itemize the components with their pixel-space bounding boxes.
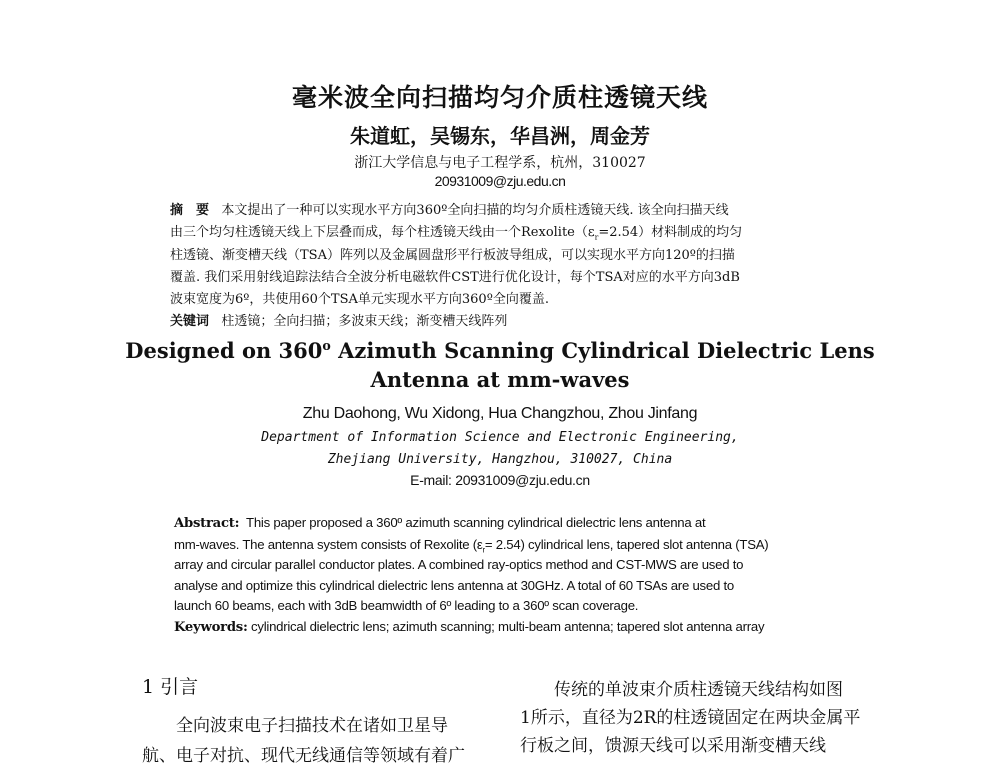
cn-abstract-line: 覆盖. 我们采用射线追踪法结合全波分析电磁软件CST进行优化设计，每个TSA对应的水平方向3dB bbox=[170, 269, 740, 285]
cn-abstract-line bbox=[170, 200, 830, 222]
en-abstract-line: launch 60 beams, each with 3dB beamwidth of 6º leading to a 360º scan coverage. bbox=[174, 598, 639, 613]
cn-abstract-line: 波束宽度为6º，共使用60个TSA单元实现水平方向360º全向覆盖. bbox=[170, 292, 549, 308]
en-affiliation-line: Zhejiang University, Hangzhou, 310027, China bbox=[327, 452, 673, 467]
en-abstract-text: This paper proposed a 360º azimuth scanning cylindrical dielectric lens antenna at bbox=[246, 515, 706, 530]
body-left-line: 全向波束电子扫描技术在诸如卫星导 bbox=[176, 716, 448, 736]
cn-abstract-line: 柱透镜、渐变槽天线（TSA）阵列以及金属圆盘形平行板波导组成，可以实现水平方向120º的扫描 bbox=[170, 247, 735, 263]
en-abstract-label: Abstract: bbox=[174, 516, 240, 531]
cn-keywords bbox=[170, 311, 830, 333]
en-abstract-line: array and circular parallel conductor plates. A combined ray-optics method and CST-MWS are used to bbox=[174, 557, 744, 572]
body-right-text: 传统的单波束介质柱透镜天线结构如图 bbox=[554, 680, 843, 700]
en-abstract-text: mm-waves. The antenna system consists of Rexolite (ε bbox=[174, 536, 483, 552]
cn-abstract-text: 由三个均匀柱透镜天线上下层叠而成，每个柱透镜天线由一个Rexolite（ε bbox=[170, 225, 595, 241]
section-heading-introduction: 1 引言 bbox=[142, 676, 199, 698]
cn-email: 20931009@zju.edu.cn bbox=[434, 173, 566, 189]
cn-abstract-text: 本文提出了一种可以实现水平方向360º全向扫描的均匀介质柱透镜天线. 该全向扫描天线 bbox=[221, 203, 729, 218]
body-left-line: 航、电子对抗、现代无线通信等领域有着广 bbox=[142, 746, 465, 766]
en-title-degree: o bbox=[322, 338, 331, 353]
cn-keywords-label: 关键词 bbox=[170, 314, 210, 330]
cn-paper-title: 毫米波全向扫描均匀介质柱透镜天线 bbox=[291, 83, 708, 112]
body-right-column bbox=[520, 676, 865, 760]
en-title-text: Azimuth Scanning Cylindrical Dielectric Lens bbox=[330, 338, 875, 363]
en-paper-title bbox=[0, 336, 1000, 394]
en-keywords bbox=[174, 617, 830, 639]
body-right-line: 1所示，直径为2R的柱透镜固定在两块金属平 bbox=[520, 708, 861, 728]
cn-abstract bbox=[170, 200, 830, 334]
en-email: E-mail: 20931009@zju.edu.cn bbox=[410, 472, 590, 488]
en-title-line: Antenna at mm-waves bbox=[370, 367, 630, 392]
en-abstract-line: analyse and optimize this cylindrical dielectric lens antenna at 30GHz. A total of 60 TSAs are used to bbox=[174, 577, 734, 593]
en-abstract-line bbox=[174, 535, 830, 556]
en-authors: Zhu Daohong, Wu Xidong, Hua Changzhou, Zhou Jinfang bbox=[302, 405, 698, 422]
en-title-text: Designed on 360 bbox=[125, 338, 323, 363]
body-right-line: 行板之间，馈源天线可以采用渐变槽天线 bbox=[520, 736, 826, 756]
cn-abstract-line bbox=[170, 222, 830, 244]
body-right-line bbox=[520, 676, 865, 704]
cn-affiliation: 浙江大学信息与电子工程学系，杭州，310027 bbox=[354, 155, 646, 171]
en-abstract bbox=[174, 513, 830, 638]
cn-abstract-label: 摘 要 bbox=[170, 203, 210, 218]
en-abstract-text: = 2.54) cylindrical lens, tapered slot antenna (TSA) bbox=[484, 536, 769, 552]
cn-authors: 朱道虹，吴锡东，华昌洲，周金芳 bbox=[350, 124, 650, 148]
cn-epsilon-subscript: r bbox=[594, 232, 599, 242]
en-title-line bbox=[0, 336, 1000, 365]
en-epsilon-subscript: r bbox=[482, 545, 485, 555]
en-abstract-line bbox=[174, 513, 830, 535]
en-affiliation-line: Department of Information Science and Electronic Engineering, bbox=[261, 430, 739, 445]
cn-abstract-text: =2.54）材料制成的均匀 bbox=[598, 225, 743, 241]
en-keywords-text: cylindrical dielectric lens; azimuth scanning; multi-beam antenna; tapered slot antenna array bbox=[251, 618, 765, 634]
en-keywords-label: Keywords: bbox=[174, 619, 248, 635]
cn-keywords-text: 柱透镜；全向扫描；多波束天线；渐变槽天线阵列 bbox=[221, 314, 508, 330]
